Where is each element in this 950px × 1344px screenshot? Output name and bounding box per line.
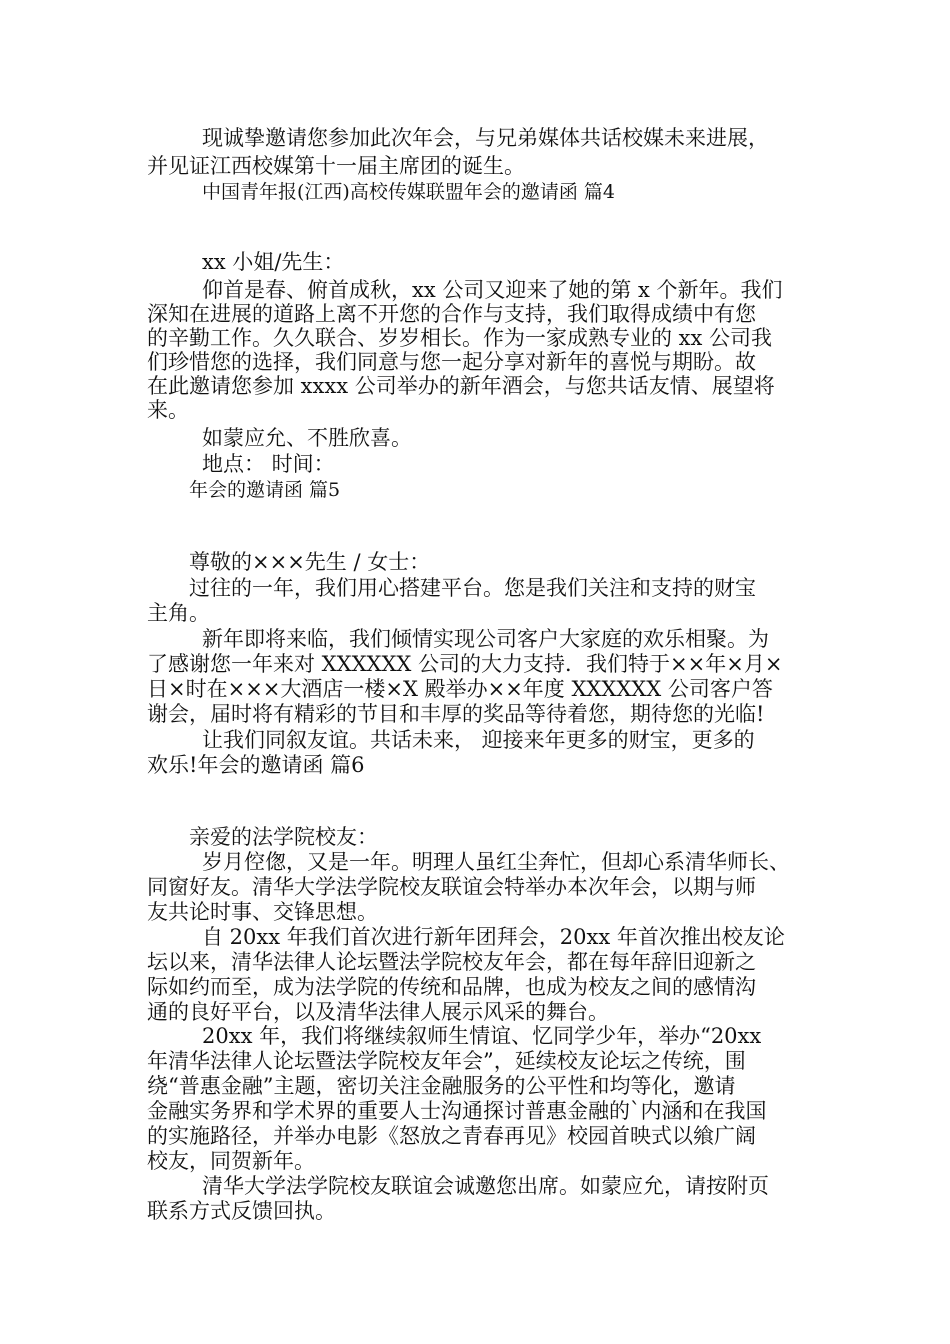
paragraph-line: 坛以来，清华法律人论坛暨法学院校友年会，都在每年辞旧迎新之 <box>147 950 756 974</box>
section-heading: 年会的邀请函 篇5 <box>189 479 341 501</box>
salutation: 亲爱的法学院校友： <box>189 825 378 849</box>
paragraph-line: 际如约而至，成为法学院的传统和品牌，也成为校友之间的感情沟 <box>147 975 756 999</box>
salutation: 尊敬的×××先生 / 女士： <box>189 550 431 574</box>
paragraph-line: 深知在进展的道路上离不开您的合作与支持，我们取得成绩中有您 <box>147 302 756 326</box>
paragraph-line: 在此邀请您参加 xxxx 公司举办的新年酒会，与您共话友情、展望将 <box>147 374 775 398</box>
paragraph-line: 并见证江西校媒第十一届主席团的诞生。 <box>147 154 525 178</box>
paragraph-line: 岁月倥偬，又是一年。明理人虽红尘奔忙，但却心系清华师长、 <box>202 850 790 874</box>
paragraph-line: 金融实务界和学术界的重要人士沟通探讨普惠金融的`内涵和在我国 <box>147 1099 767 1123</box>
paragraph-line: 联系方式反馈回执。 <box>147 1199 336 1223</box>
paragraph-line: 欢乐!年会的邀请函 篇6 <box>147 753 365 777</box>
paragraph-line: 通的良好平台，以及清华法律人展示风采的舞台。 <box>147 1000 609 1024</box>
paragraph-line: 同窗好友。清华大学法学院校友联谊会特举办本次年会，以期与师 <box>147 875 756 899</box>
closing-line: 如蒙应允、不胜欣喜。 <box>202 426 412 450</box>
paragraph-line: 年清华法律人论坛暨法学院校友年会”，延续校友论坛之传统，围 <box>147 1049 746 1073</box>
paragraph-line: 自 20xx 年我们首次进行新年团拜会，20xx 年首次推出校友论 <box>202 925 785 949</box>
paragraph-line: 20xx 年，我们将继续叙师生情谊、忆同学少年，举办“20xx <box>202 1024 762 1048</box>
paragraph-line: 过往的一年，我们用心搭建平台。您是我们关注和支持的财宝 <box>189 576 756 600</box>
paragraph-line: 新年即将来临，我们倾情实现公司客户大家庭的欢乐相聚。为 <box>202 627 769 651</box>
paragraph-line: 的辛勤工作。久久联合、岁岁相长。作为一家成熟专业的 xx 公司我 <box>147 326 773 350</box>
paragraph-line: 让我们同叙友谊。共话未来， 迎接来年更多的财宝，更多的 <box>202 728 755 752</box>
paragraph-line: 来。 <box>147 398 189 422</box>
paragraph-line: 的实施路径，并举办电影《怒放之青春再见》校园首映式以飨广阔 <box>147 1124 756 1148</box>
paragraph-line: 了感谢您一年来对 XXXXXX 公司的大力支持．我们特于××年×月× <box>147 652 783 676</box>
paragraph-line: 们珍惜您的选择，我们同意与您一起分享对新年的喜悦与期盼。故 <box>147 350 756 374</box>
paragraph-line: 现诚挚邀请您参加此次年会，与兄弟媒体共话校媒未来进展， <box>202 126 769 150</box>
paragraph-line: 谢会，届时将有精彩的节目和丰厚的奖品等待着您，期待您的光临! <box>147 702 765 726</box>
paragraph-line: 校友，同贺新年。 <box>147 1149 315 1173</box>
paragraph-line: 仰首是春、俯首成秋，xx 公司又迎来了她的第 x 个新年。我们 <box>202 278 783 302</box>
salutation: xx 小姐/先生： <box>202 250 345 274</box>
paragraph-line: 友共论时事、交锋思想。 <box>147 900 378 924</box>
section-heading: 中国青年报(江西)高校传媒联盟年会的邀请函 篇4 <box>202 181 615 203</box>
paragraph-line: 清华大学法学院校友联谊会诚邀您出席。如蒙应允，请按附页 <box>202 1174 769 1198</box>
paragraph-line: 主角。 <box>147 601 210 625</box>
place-time-line: 地点： 时间： <box>202 452 335 476</box>
paragraph-line: 绕“普惠金融”主题，密切关注金融服务的公平性和均等化，邀请 <box>147 1074 736 1098</box>
paragraph-line: 日×时在×××大酒店一楼×X 殿举办××年度 XXXXXX 公司客户答 <box>147 677 773 701</box>
